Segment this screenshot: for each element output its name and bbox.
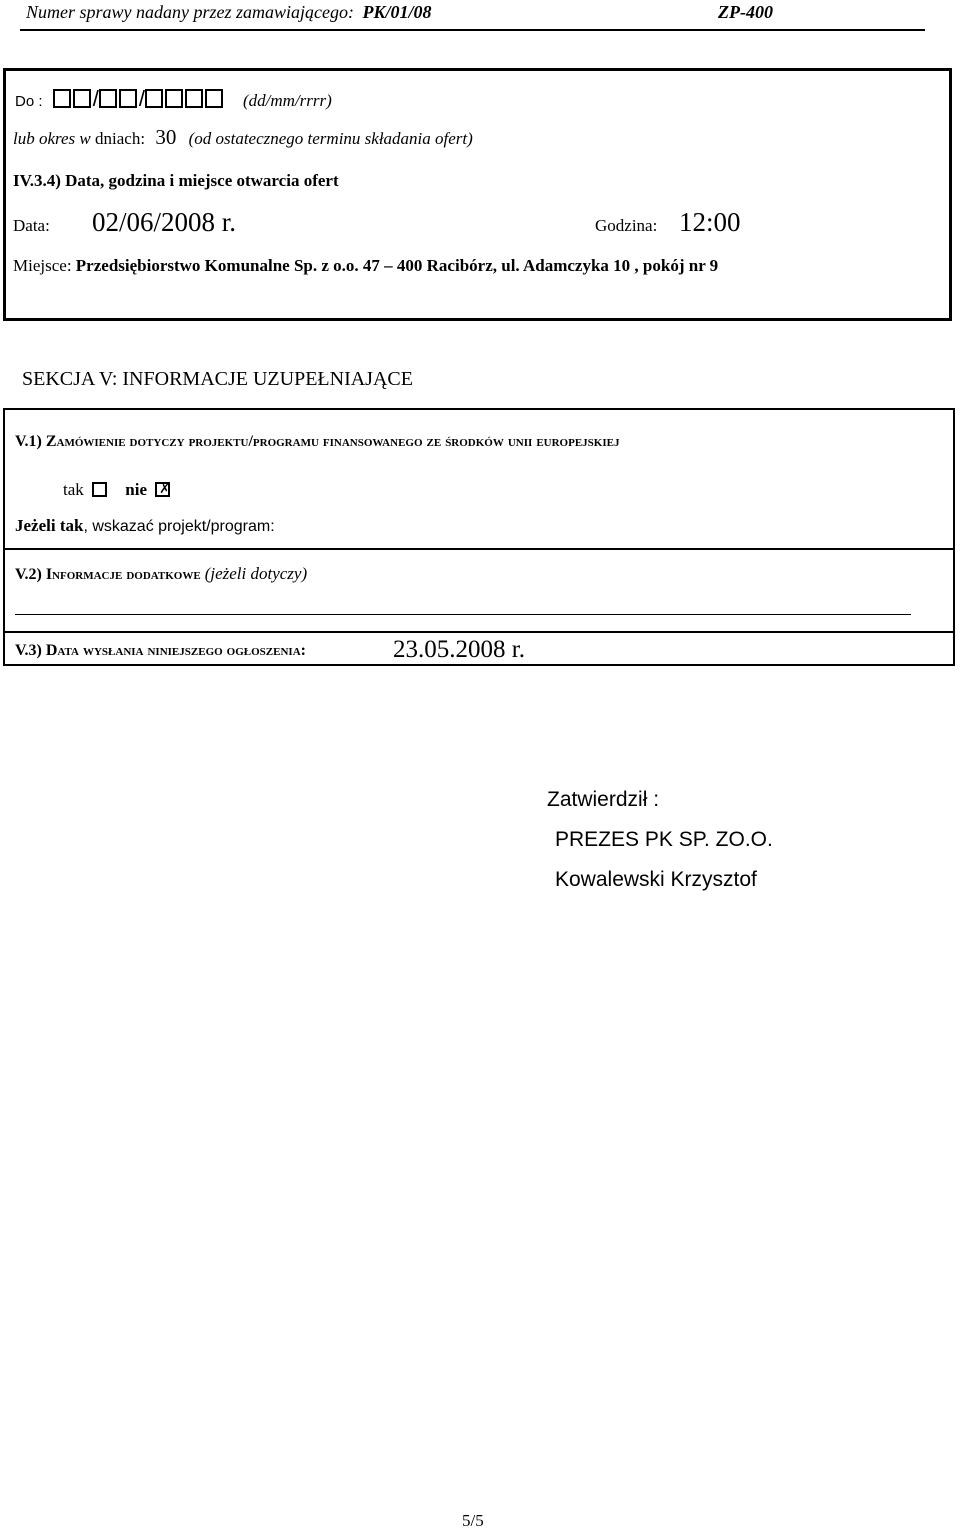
period-days-label: dniach:: [95, 129, 146, 148]
header-rule: [20, 29, 925, 31]
day-box-1: [53, 89, 71, 108]
if-yes-bold: Jeżeli tak: [15, 516, 84, 535]
period-row: [13, 125, 473, 150]
v1-row: [15, 433, 619, 451]
section5-title: SEKCJA V: INFORMACJE UZUPEŁNIAJĄCE: [22, 368, 413, 390]
do-label: Do :: [15, 93, 43, 110]
period-prefix: lub okres w: [13, 129, 91, 148]
case-number-label: [26, 2, 432, 23]
v1-number: V.1): [15, 433, 42, 450]
v2-row: [15, 564, 307, 584]
month-box-2: [119, 89, 137, 108]
v2-underline: [15, 614, 911, 615]
case-number: PK/01/08: [362, 2, 432, 22]
approval-position: PREZES PK SP. ZO.O.: [555, 828, 773, 851]
form-code: [718, 2, 773, 23]
year-box-3: [185, 89, 203, 108]
period-days-value: 30: [155, 125, 177, 149]
no-label: nie: [125, 480, 148, 499]
checkmark-x-icon: ✗: [159, 482, 171, 497]
period-suffix: (od ostatecznego terminu składania ofert): [188, 129, 473, 148]
place-label: Miejsce:: [13, 256, 72, 275]
v2-text: Informacje dodatkowe: [45, 566, 201, 583]
v3-row: [15, 642, 306, 660]
case-label: Numer sprawy nadany przez zamawiającego:: [26, 2, 354, 22]
approval-label: Zatwierdził :: [547, 788, 660, 811]
v2-number: V.2): [15, 566, 42, 583]
opening-date-label: Data:: [13, 216, 50, 235]
place-value: Przedsiębiorstwo Komunalne Sp. z o.o. 47 – 400 Racibórz, ul. Adamczyka 10 , pokój nr 9: [75, 256, 719, 275]
yes-label: tak: [63, 480, 84, 499]
opening-date-value: 02/06/2008 r.: [92, 207, 237, 237]
yes-checkbox[interactable]: [92, 482, 107, 497]
opening-time-label: Godzina:: [595, 216, 658, 235]
opening-heading: IV.3.4) Data, godzina i miejsce otwarcia ofert: [13, 171, 339, 190]
opening-place: [13, 256, 718, 276]
month-box-1: [99, 89, 117, 108]
form-code-text: ZP-400: [718, 2, 773, 22]
yes-no-row: [63, 480, 170, 500]
if-yes-rest: , wskazać projekt/program:: [83, 518, 275, 535]
opening-time-value: 12:00: [679, 207, 741, 237]
year-box-2: [165, 89, 183, 108]
v3-text: Data wysłania niniejszego ogłoszenia:: [45, 642, 306, 659]
v1-divider: [4, 548, 954, 550]
v3-number: V.3): [15, 642, 42, 659]
page-number: 5/5: [462, 1511, 484, 1530]
no-checkbox[interactable]: [155, 482, 170, 497]
if-yes-row: [15, 516, 275, 536]
date-input-boxes: / /: [53, 93, 225, 110]
deadline-row: [15, 86, 225, 112]
v2-divider: [4, 631, 954, 633]
year-box-1: [145, 89, 163, 108]
v3-date: 23.05.2008 r.: [393, 636, 525, 663]
v2-note: (jeżeli dotyczy): [204, 564, 308, 583]
day-box-2: [73, 89, 91, 108]
date-format: (dd/mm/rrrr): [243, 91, 332, 110]
approval-name: Kowalewski Krzysztof: [555, 868, 757, 891]
v1-text: Zamówienie dotyczy projektu/programu finansowanego ze środków unii europejskiej: [45, 433, 620, 450]
year-box-4: [205, 89, 223, 108]
